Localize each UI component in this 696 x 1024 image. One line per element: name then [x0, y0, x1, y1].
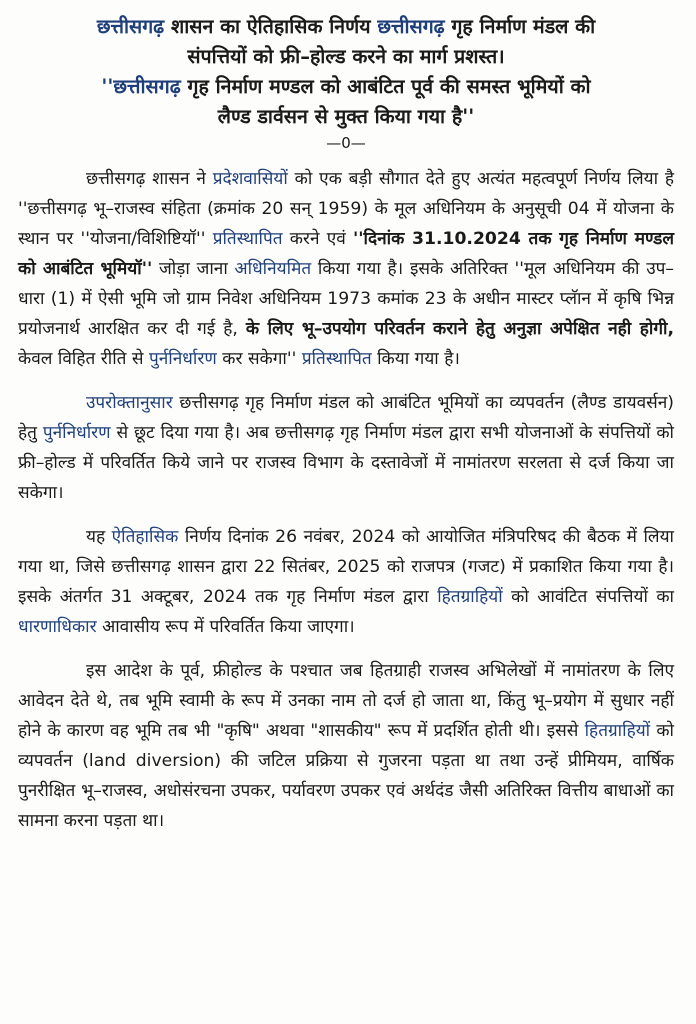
p1-text: जोड़ा जाना [152, 259, 235, 279]
p1-highlight: प्रदेशवासियों [212, 169, 288, 189]
p3-highlight: ऐतिहासिक [111, 527, 179, 547]
headline-line-1 [18, 12, 674, 42]
p3-text: आवासीय रूप में परिवर्तित किया जाएगा। [96, 617, 355, 637]
p3-text: को आवंटित संपत्तियों का [502, 587, 675, 607]
p2-text: से छूट दिया गया है। अब छत्तीसगढ़ गृह निर्माण मंडल द्वारा सभी योजनाओं के संपत्तियों को फ्री–होल्ड में परिवर्तित किये जाने पर राजस्व विभाग के दस्तावेजों में नामांतरण सरलता से दर्ज किया जा सकेगा। [18, 423, 674, 503]
p1-text: कर सकेगा'' [216, 349, 302, 369]
paragraph-2 [18, 388, 674, 508]
p1-highlight: पुर्ननिर्धारण [149, 349, 217, 369]
paragraph-3 [18, 522, 674, 642]
p2-highlight: पुर्ननिर्धारण [42, 423, 111, 443]
p3-highlight: धारणाधिकार [18, 617, 97, 637]
p1-highlight: प्रतिस्थापित [212, 229, 283, 249]
headline-quote: '' [101, 75, 114, 98]
paragraph-4 [18, 656, 674, 836]
p1-highlight: अधिनियमित [234, 259, 312, 279]
headline-state-name-3: छत्तीसगढ़ [113, 75, 181, 98]
p4-text: इस आदेश के पूर्व, फ्रीहोल्ड के पश्चात जब हितग्राही राजस्व अभिलेखों में नामांतरण के लिए आवेदन देते थे, तब भूमि स्वामी के रूप में उनका नाम तो दर्ज हो जाता था, किंतु भू–प्रयोग में सुधार नहीं होने के कारण वह भूमि तब भी "कृषि" अथवा "शासकीय" रूप में प्रदर्शित होती थी। इससे [18, 661, 674, 741]
p1-text: केवल विहित रीति से [18, 349, 149, 369]
p1-text: छत्तीसगढ़ शासन ने [86, 169, 213, 189]
headline-state-name: छत्तीसगढ़ [96, 15, 165, 38]
paragraph-1 [18, 164, 674, 374]
p2-highlight: उपरोक्तानुसार [86, 393, 173, 413]
p3-highlight: हितग्राहियों [437, 587, 503, 607]
p4-highlight: हितग्राहियों [584, 721, 651, 741]
p1-text: को एक बड़ी सौगात देते हुए अत्यंत महत्वपूर्ण निर्णय लिया है ''छत्तीसगढ़ भू–राजस्व संहिता (क्रमांक 20 सन् 1959) के मूल अधिनियम के अनुसूची 04 में योजना के स्थान पर ''योजना/विशिष्टियॉ'' [18, 169, 674, 249]
headline-line-3 [18, 72, 674, 102]
p1-text: करने एवं [282, 229, 354, 249]
p1-bold: के लिए भू–उपयोग परिवर्तन कराने हेतु अनुज्ञा अपेक्षित नही होगी, [245, 319, 674, 339]
p3-text: यह [86, 527, 112, 547]
p3-text: निर्णय दिनांक 26 नवंबर, 2024 को आयोजित मंत्रिपरिषद की बैठक में लिया गया था, जिसे छत्तीसगढ़ शासन द्वारा 22 सितंबर, 2025 को राजपत्र (गजट) में प्रकाशित किया गया है। इसके अंतर्गत 31 अक्टूबर, 2024 तक गृह निर्माण मंडल द्वारा [18, 527, 674, 607]
headline-text: शासन का ऐतिहासिक निर्णय [164, 15, 378, 38]
headline-text-2: गृह निर्माण मंडल की [444, 15, 596, 38]
p1-text: किया गया है। [371, 349, 460, 369]
headline-line-2: संपत्तियों को फ्री–होल्ड करने का मार्ग प्रशस्त। [187, 45, 505, 68]
p1-text: किया गया है। इसके अतिरिक्त ''मूल अधिनियम की उप–धारा (1) में ऐसी भूमि जो ग्राम निवेश अधिनियम 1973 कमांक 23 के अधीन मास्टर प्लॅान में कृषि भिन्न प्रयोजनार्थ आरक्षित कर दी गई है, [18, 259, 674, 339]
headline-state-name-2: छत्तीसगढ़ [377, 15, 445, 38]
headline-text-3: गृह निर्माण मण्डल को आबंटित पूर्व की समस्त भूमियों को [180, 75, 591, 98]
separator: —0— [326, 134, 366, 152]
p4-text: को व्यपवर्तन (land diversion) की जटिल प्रक्रिया से गुजरना पड़ता था तथा उन्हें प्रीमियम, वार्षिक पुनरीक्षित भू–राजस्व, अधोसंरचना उपकर, पर्यावरण उपकर एवं अर्थदंड जैसी अतिरिक्त वित्तीय बाधाओं का सामना करना पड़ता था। [18, 721, 674, 831]
p1-bold: ''दिनांक 31.10.2024 तक गृह निर्माण मण्डल को आबंटित भूमियॉ'' [18, 229, 674, 279]
p1-highlight: प्रतिस्थापित [301, 349, 372, 369]
headline-line-4: लैण्ड डार्वसन से मुक्त किया गया है'' [217, 105, 475, 128]
p2-text: छत्तीसगढ़ गृह निर्माण मंडल को आबंटित भूमियों का व्यपवर्तन (लैण्ड डायवर्सन) हेतु [18, 393, 674, 443]
